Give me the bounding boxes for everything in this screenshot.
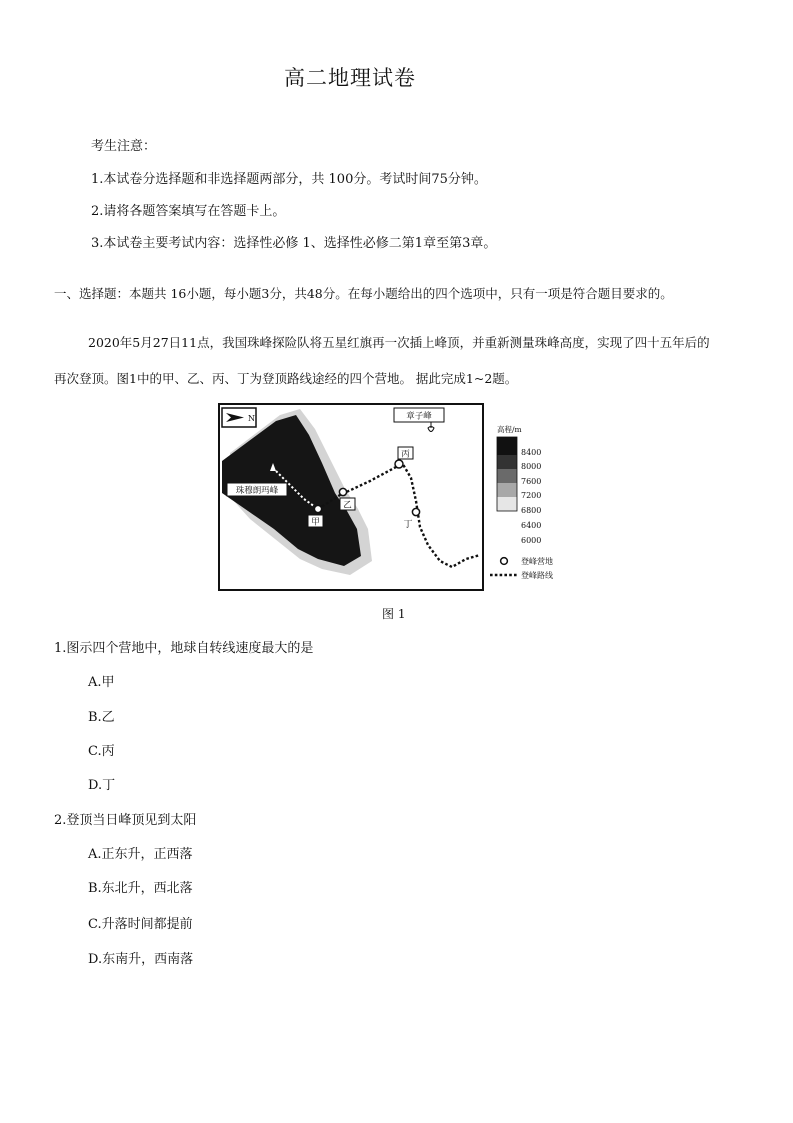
- camp-label: 乙: [343, 500, 352, 511]
- question-option: A.正东升，正西落: [88, 847, 193, 862]
- elevation-value: 6800: [521, 506, 542, 515]
- camp-yi-marker: [339, 488, 346, 495]
- elevation-swatch: [497, 437, 517, 455]
- question-stem: 2.登顶当日峰顶见到太阳: [54, 813, 197, 828]
- elevation-legend-title: 高程/m: [497, 425, 522, 434]
- camp-ding-marker: [412, 508, 419, 515]
- elevation-value: 7600: [521, 477, 542, 486]
- zhangzi-label: 章子峰: [406, 411, 432, 422]
- north-label: N: [248, 414, 255, 423]
- elevation-swatch: [497, 497, 517, 511]
- elevation-value: 7200: [521, 491, 542, 500]
- question-option: B.乙: [88, 710, 115, 725]
- camp-bing-marker: [395, 460, 403, 468]
- elevation-swatch: [497, 455, 517, 469]
- question-stem: 1.图示四个营地中，地球自转线速度最大的是: [54, 641, 314, 656]
- route-legend-label: 登峰路线: [521, 571, 553, 580]
- figure-caption: 图 1: [382, 607, 406, 621]
- camp-label: 丁: [403, 520, 413, 530]
- notice-item: 3.本试卷主要考试内容：选择性必修 1、选择性必修二第1章至第3章。: [91, 236, 497, 251]
- elevation-value: 8000: [521, 462, 542, 471]
- elevation-value: 8400: [521, 448, 542, 457]
- question-option: C.丙: [88, 744, 115, 759]
- camp-jia-marker: [314, 505, 321, 512]
- section-heading: 一、选择题：本题共 16小题，每小题3分，共48分。在每小题给出的四个选项中，只有一项是符合题目要求的。: [54, 286, 673, 301]
- notice-heading: 考生注意：: [91, 139, 157, 154]
- elevation-value: 6400: [521, 521, 542, 530]
- page-title: 高二地理试卷: [284, 66, 416, 90]
- passage-line: 2020年5月27日11点，我国珠峰探险队将五星红旗再一次插上峰顶，并重新测量珠峰高度，实现了四十五年后的: [88, 335, 710, 350]
- question-option: D.东南升，西南落: [88, 952, 194, 967]
- camp-legend-label: 登峰营地: [521, 557, 553, 566]
- elevation-swatch: [497, 483, 517, 497]
- question-option: C.升落时间都提前: [88, 917, 193, 932]
- camp-label: 甲: [311, 517, 320, 528]
- question-option: B.东北升，西北落: [88, 881, 193, 896]
- passage-line: 再次登顶。图1中的甲、乙、丙、丁为登顶路线途经的四个营地。 据此完成1~2题。: [54, 371, 518, 386]
- question-option: D.丁: [88, 778, 116, 793]
- camp-legend-icon: [501, 558, 508, 565]
- notice-item: 1.本试卷分选择题和非选择题两部分，共 100分。考试时间75分钟。: [91, 172, 487, 187]
- elevation-value: 6000: [521, 536, 542, 545]
- camp-label: 丙: [401, 449, 410, 460]
- question-option: A.甲: [88, 675, 115, 690]
- peak-label: 珠穆朗玛峰: [235, 486, 279, 496]
- notice-item: 2.请将各题答案填写在答题卡上。: [91, 204, 286, 219]
- elevation-swatch: [497, 469, 517, 483]
- route-map-figure: [218, 403, 568, 595]
